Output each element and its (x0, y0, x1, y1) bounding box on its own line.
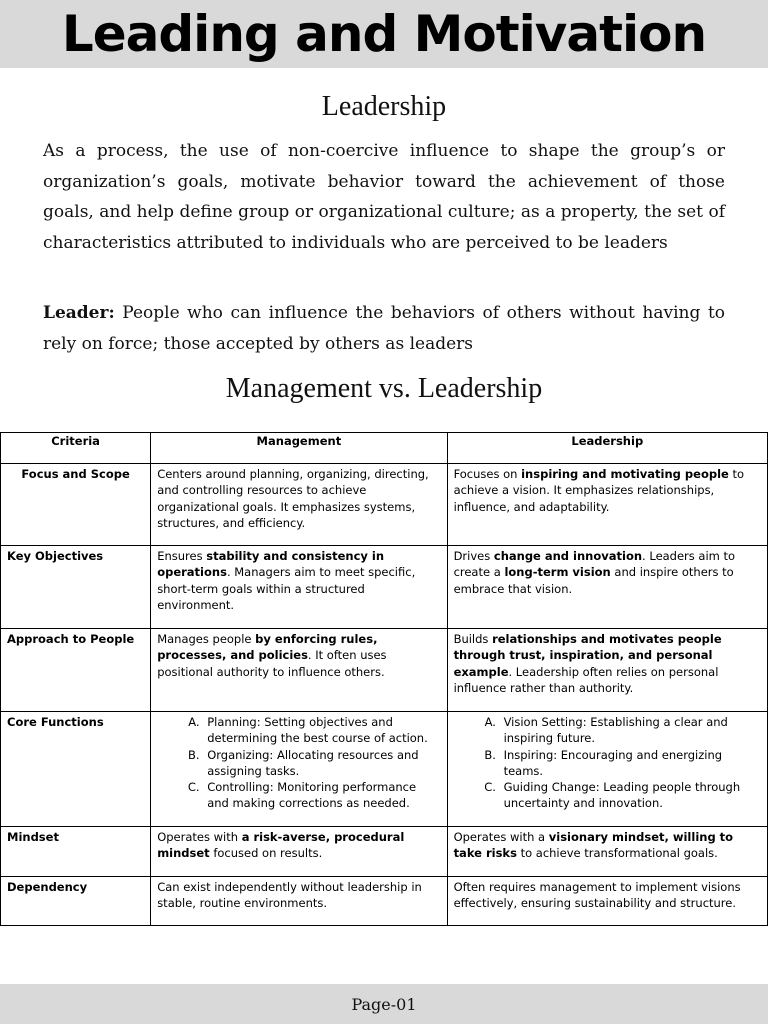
header-leadership: Leadership (447, 433, 767, 464)
management-cell (151, 827, 447, 877)
list-item: B. Inspiring: Encouraging and energizing teams. (500, 747, 761, 780)
leader-definition-text: People who can influence the behaviors of others without having to rely on force; those accepted by others as leaders (43, 303, 726, 354)
table-row (1, 629, 768, 712)
criteria-cell: Mindset (1, 827, 151, 877)
list-item: A. Planning: Setting objectives and determining the best course of action. (203, 714, 440, 747)
header-management: Management (151, 433, 447, 464)
leadership-cell (447, 827, 767, 877)
cell-text: to achieve a vision. It emphasizes relationships, influence, and adaptability. (453, 467, 745, 514)
table-row (1, 712, 768, 827)
leader-term: Leader: (43, 303, 115, 323)
table-row (1, 877, 768, 926)
table-header-row (1, 433, 768, 464)
header-criteria: Criteria (1, 433, 151, 464)
criteria-cell: Core Functions (1, 712, 151, 827)
cell-emphasis: relationships and motivates people through trust, inspiration, and personal example (453, 632, 722, 679)
list-item: A. Vision Setting: Establishing a clear and inspiring future. (500, 714, 761, 747)
list-item: C. Controlling: Monitoring performance and making corrections as needed. (203, 779, 440, 812)
cell-emphasis: change and innovation (493, 549, 643, 563)
cell-text: . Leadership often relies on personal influence rather than authority. (453, 664, 719, 695)
cell-text: to achieve transformational goals. (516, 846, 718, 861)
document-title: Leading and Motivation (61, 5, 707, 63)
table-row (1, 827, 768, 877)
leadership-cell: Often requires management to implement visions effectively, ensuring sustainability and structure. (447, 877, 767, 926)
cell-emphasis: stability and consistency in operations (157, 549, 385, 580)
criteria-cell: Approach to People (1, 629, 151, 712)
management-cell: Centers around planning, organizing, directing, and controlling resources to achieve organizational goals. It emphasizes systems, structures, and efficiency. (151, 464, 447, 546)
cell-text: Operates with (157, 830, 242, 844)
management-cell (151, 629, 447, 712)
cell-text: . Leaders aim to create a (453, 549, 736, 580)
cell-emphasis: visionary mindset, willing to take risks (453, 830, 734, 861)
comparison-table (0, 432, 768, 926)
cell-text: Drives (453, 549, 494, 563)
cell-text: and inspire others to embrace that vision. (453, 565, 734, 596)
cell-text: . Managers aim to meet specific, short-term goals within a structured environment. (157, 565, 416, 612)
list-item: C. Guiding Change: Leading people through uncertainty and innovation. (500, 779, 761, 812)
cell-emphasis: a risk-averse, procedural mindset (157, 830, 405, 861)
cell-text: Ensures (157, 549, 207, 563)
table-row (1, 546, 768, 629)
page-number: Page-01 (351, 995, 417, 1014)
cell-emphasis: long-term vision (504, 565, 611, 580)
leader-definition (43, 298, 725, 359)
list-item: B. Organizing: Allocating resources and assigning tasks. (203, 747, 440, 780)
cell-text: focused on results. (209, 846, 323, 861)
leadership-cell (447, 712, 767, 827)
leadership-cell (447, 546, 767, 629)
cell-text: Operates with a (453, 830, 549, 844)
leadership-definition: As a process, the use of non-coercive influence to shape the group’s or organization’s goals, motivate behavior toward the achievement of those goals, and help define group or organizational culture; as a property, the set of characteristics attributed to individuals who are perceived to be leaders (43, 141, 725, 253)
cell-text: Manages people (157, 632, 256, 646)
leadership-functions-list (454, 714, 761, 812)
cell-emphasis: inspiring and motivating people (521, 467, 729, 481)
criteria-cell: Focus and Scope (1, 464, 151, 546)
leadership-cell (447, 629, 767, 712)
management-functions-list (157, 714, 440, 812)
cell-text: Focuses on (453, 467, 522, 481)
management-cell (151, 546, 447, 629)
section-title-leadership: Leadership (321, 91, 447, 122)
comparison-title: Management vs. Leadership (225, 373, 543, 404)
table-row (1, 464, 768, 546)
management-cell: Can exist independently without leadership in stable, routine environments. (151, 877, 447, 926)
cell-text: Builds (453, 632, 493, 646)
criteria-cell: Key Objectives (1, 546, 151, 629)
cell-emphasis: by enforcing rules, processes, and policies (157, 632, 378, 663)
management-cell (151, 712, 447, 827)
criteria-cell: Dependency (1, 877, 151, 926)
leadership-cell (447, 464, 767, 546)
cell-text: . It often uses positional authority to influence others. (157, 648, 387, 679)
